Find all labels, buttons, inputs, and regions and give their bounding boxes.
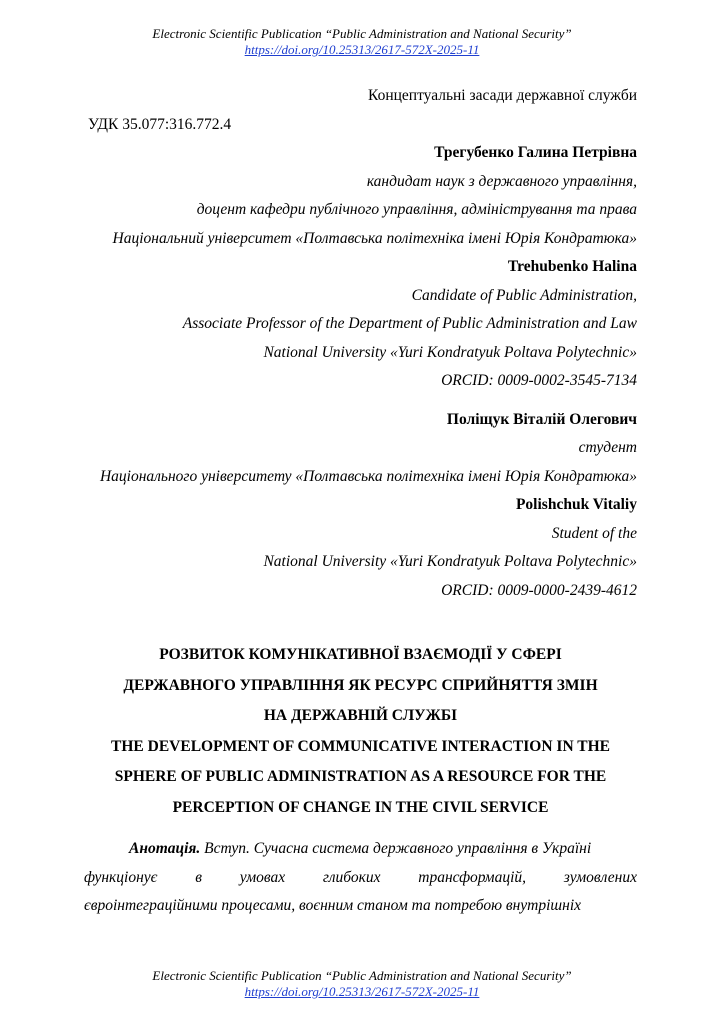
- author2-position-ua: студент: [578, 439, 637, 456]
- author2-affiliation-ua: Національного університету «Полтавська політехніка імені Юрія Кондратюка»: [99, 467, 637, 485]
- author1-degree-ua: кандидат наук з державного управління,: [366, 172, 637, 190]
- author1-name-ua: Трегубенко Галина Петрівна: [434, 144, 637, 161]
- abstract-word: глибоких: [322, 868, 381, 886]
- title-en-line: SPHERE OF PUBLIC ADMINISTRATION AS A RESOURCE FOR THE: [114, 768, 607, 785]
- abstract: [84, 835, 637, 921]
- author2-position-en: Student of the: [551, 524, 637, 542]
- author2-name-ua: Поліщук Віталій Олегович: [446, 410, 637, 428]
- article-title-en: [84, 732, 637, 824]
- abstract-word: функціонує: [84, 868, 158, 886]
- abstract-line: [84, 864, 637, 893]
- author2-orcid: ORCID: 0009-0000-2439-4612: [441, 581, 637, 599]
- title-ua-line: НА ДЕРЖАВНІЙ СЛУЖБІ: [263, 707, 458, 724]
- author1-degree-en: Candidate of Public Administration,: [411, 286, 637, 304]
- header-doi-link[interactable]: https://doi.org/10.25313/2617-572X-2025-11: [244, 42, 480, 57]
- title-ua-line: РОЗВИТОК КОМУНІКАТИВНОЇ ВЗАЄМОДІЇ У СФЕРІ: [159, 646, 562, 663]
- article-front-matter: [84, 82, 637, 921]
- running-header: [0, 26, 724, 58]
- running-footer: [0, 968, 724, 1000]
- abstract-word: умовах: [239, 868, 286, 886]
- author2-name-en: Polishchuk Vitaliy: [515, 496, 637, 513]
- abstract-word: зумовлених: [563, 868, 637, 886]
- footer-journal-name: Electronic Scientific Publication “Public Administration and National Security”: [152, 968, 572, 983]
- author1-affiliation-en: National University «Yuri Kondratyuk Poltava Polytechnic»: [263, 343, 637, 361]
- abstract-word: трансформацій,: [418, 868, 527, 886]
- author1-position-ua: доцент кафедри публічного управління, адміністрування та права: [196, 201, 637, 218]
- author2-affiliation-en: National University «Yuri Kondratyuk Poltava Polytechnic»: [263, 553, 637, 570]
- author1-name-en: Trehubenko Halina: [507, 258, 637, 275]
- title-en-line: PERCEPTION OF CHANGE IN THE CIVIL SERVICE: [172, 798, 549, 816]
- abstract-line: [84, 835, 637, 864]
- udc-code: УДК 35.077:316.772.4: [88, 115, 232, 133]
- author1-orcid: ORCID: 0009-0002-3545-7134: [441, 372, 637, 389]
- title-ua-line: ДЕРЖАВНОГО УПРАВЛІННЯ ЯК РЕСУРС СПРИЙНЯТТЯ ЗМІН: [123, 676, 598, 694]
- author1-position-en: Associate Professor of the Department of Public Administration and Law: [182, 315, 637, 332]
- abstract-word: в: [195, 868, 202, 886]
- author1-affiliation-ua: Національний університет «Полтавська політехніка імені Юрія Кондратюка»: [112, 229, 637, 247]
- header-journal-name: Electronic Scientific Publication “Public Administration and National Security”: [152, 26, 572, 41]
- abstract-label: Анотація.: [129, 840, 201, 857]
- title-en-line: THE DEVELOPMENT OF COMMUNICATIVE INTERACTION IN THE: [111, 737, 610, 755]
- section-title: Концептуальні засади державної служби: [368, 87, 637, 104]
- abstract-line: євроінтеграційними процесами, воєнним станом та потребою внутрішніх: [84, 897, 581, 914]
- footer-doi-link[interactable]: https://doi.org/10.25313/2617-572X-2025-11: [244, 984, 480, 999]
- article-title-ua: [84, 640, 637, 732]
- abstract-text: Вступ. Сучасна система державного управління в Україні: [200, 840, 592, 857]
